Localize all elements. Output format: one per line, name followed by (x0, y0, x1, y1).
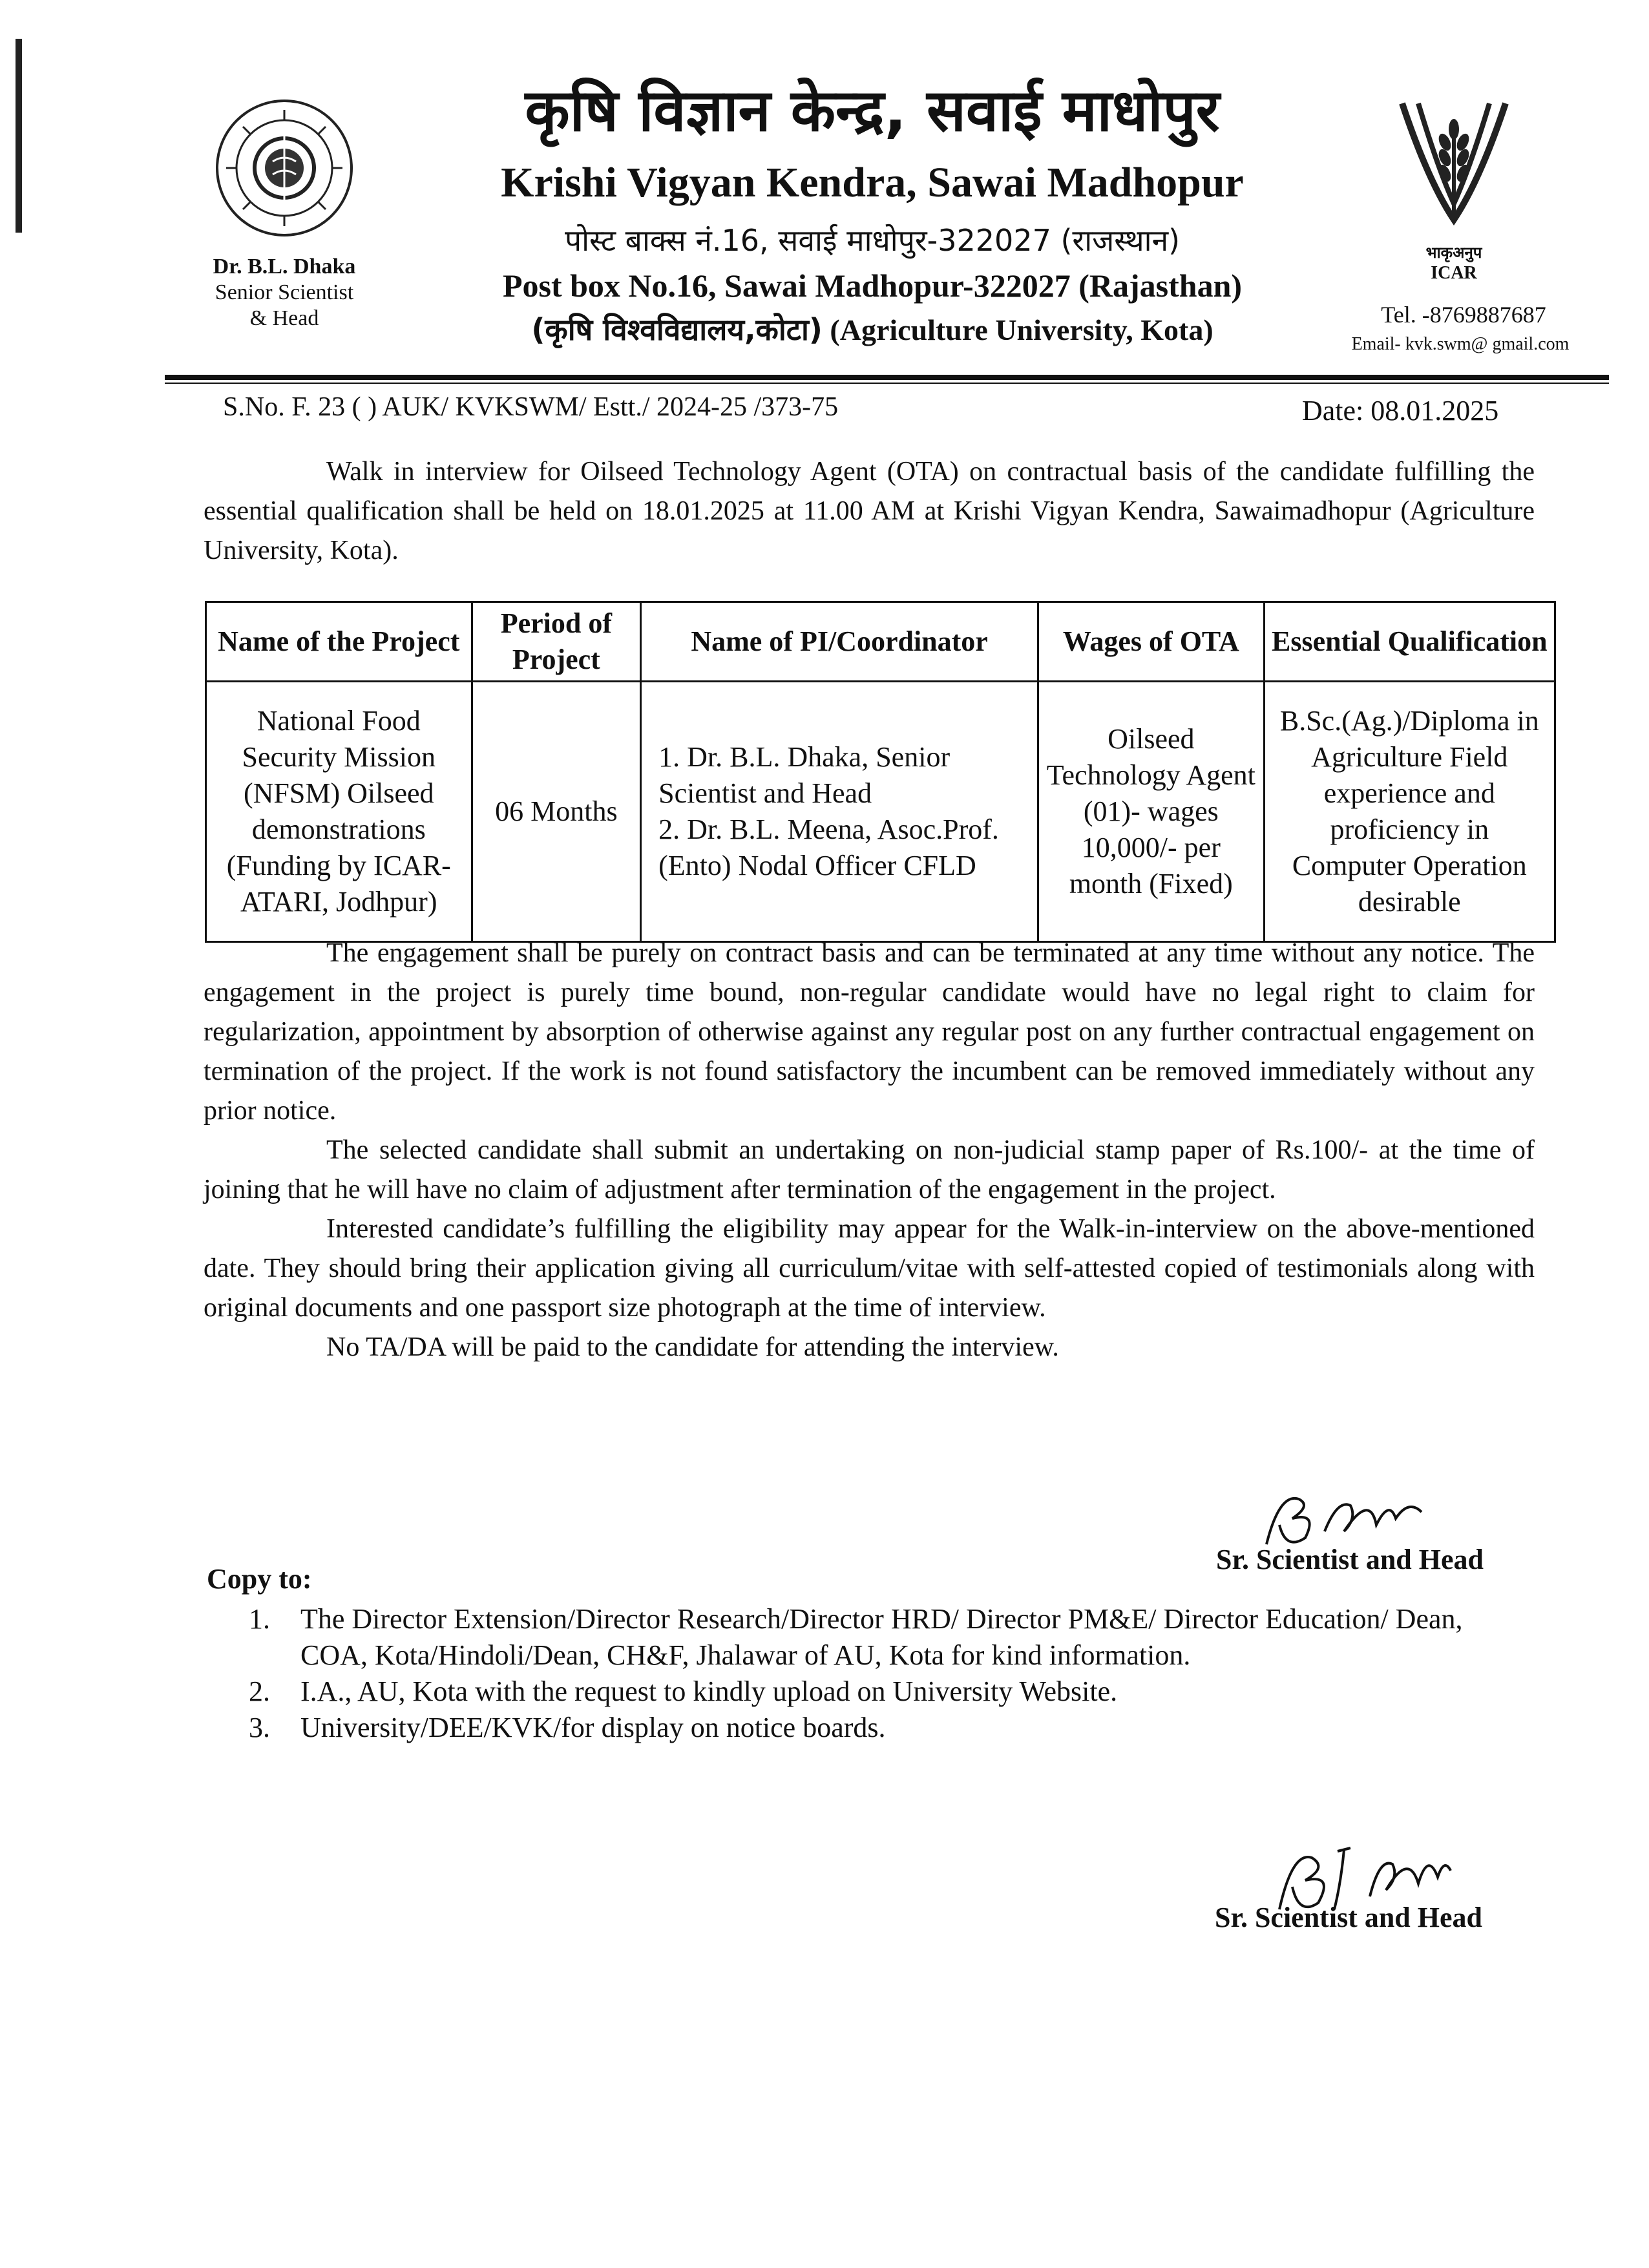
terms-paragraph: No TA/DA will be paid to the candidate for attending the interview. (326, 1332, 1059, 1362)
address-hindi: पोस्ट बाक्स नं.16, सवाई माधोपुर-322027 (राजस्थान) (564, 223, 1181, 258)
university-hindi: (कृषि विश्वविद्यालय,कोटा) (531, 312, 823, 347)
header-qualification: Essential Qualification (1264, 602, 1555, 682)
title-english: Krishi Vigyan Kendra, Sawai Madhopur (501, 159, 1244, 206)
header-divider-thin (165, 383, 1609, 384)
scan-margin-mark (16, 39, 22, 233)
list-item-text: University/DEE/KVK/for display on notice boards. (300, 1712, 886, 1743)
terms-section (204, 934, 1535, 1367)
icar-logo-icon (1383, 90, 1525, 246)
copy-to-heading: Copy to: (207, 1563, 312, 1595)
list-item-number: 3. (249, 1712, 270, 1743)
title-hindi: कृषि विज्ञान केन्द्र, सवाई माधोपुर (525, 77, 1220, 145)
list-item-number: 2. (249, 1675, 270, 1707)
vacancy-table (205, 601, 1556, 943)
university-emblem-icon (213, 97, 355, 239)
reference-number: S.No. F. 23 ( ) AUK/ KVKSWM/ Estt./ 2024-25 /373-75 (223, 392, 839, 422)
intro-paragraph (204, 452, 1535, 571)
icar-english: ICAR (1431, 263, 1477, 283)
pi-item: 1. Dr. B.L. Dhaka, Senior Scientist and Head (658, 741, 951, 809)
header-wages: Wages of OTA (1038, 602, 1265, 682)
head-name: Dr. B.L. Dhaka (213, 255, 356, 278)
university-english: (Agriculture University, Kota) (830, 313, 1213, 346)
cell-pi (641, 682, 1038, 942)
signatory-title: Sr. Scientist and Head (1216, 1544, 1484, 1575)
list-item-text: The Director Extension/Director Research/Director HRD/ Director PM&E/ Director Education/ Dean, COA, Kota/Hindoli/Dean, CH&F, Jhalawar of AU, Kota for kind information. (300, 1603, 1463, 1671)
list-item (249, 1601, 1476, 1674)
copy-to-list (249, 1601, 1476, 1746)
intro-text: Walk in interview for Oilseed Technology Agent (OTA) on contractual basis of the candidate fulfilling the essential qualification shall be held on 18.01.2025 at 11.00 AM at Krishi Vigyan Kendra, Sawaimadhopur (Agriculture University, Kota). (204, 457, 1535, 565)
icar-hindi: भाकृअनुप (1425, 244, 1482, 262)
university-line (388, 310, 1357, 350)
pi-item: 2. Dr. B.L. Meena, Asoc.Prof. (Ento) Nodal Officer CFLD (658, 814, 999, 881)
terms-paragraph: The engagement shall be purely on contract basis and can be terminated at any time without any notice. The engagement in the project is purely time bound, non-regular candidate would have no legal right to claim for regularization, appointment by absorption of otherwise against any regular post on any further contractual engagement on termination of the project. If the work is not found satisfactory the incumbent can be removed immediately without any prior notice. (204, 938, 1535, 1126)
list-item (249, 1710, 1476, 1746)
letter-date: Date: 08.01.2025 (1302, 395, 1499, 426)
header-period: Period of Project (472, 602, 641, 682)
header-divider (165, 375, 1609, 380)
signatory-title: Sr. Scientist and Head (1215, 1902, 1483, 1933)
terms-paragraph: Interested candidate’s fulfilling the eligibility may appear for the Walk-in-interview on the above-mentioned date. They should bring their application giving all curriculum/vitae with self-attested copied of testimonials along with original documents and one passport size photograph at the time of interview. (204, 1214, 1535, 1323)
header-project: Name of the Project (206, 602, 472, 682)
email: Email- kvk.swm@ gmail.com (1351, 334, 1570, 354)
cell-qualification: B.Sc.(Ag.)/Diploma in Agriculture Field experience and proficiency in Computer Operation desirable (1264, 682, 1555, 942)
header-pi: Name of PI/Coordinator (641, 602, 1038, 682)
icar-label (1383, 242, 1525, 284)
list-item (249, 1674, 1476, 1710)
cell-project: National Food Security Mission (NFSM) Oilseed demonstrations (Funding by ICAR-ATARI, Jodhpur) (206, 682, 472, 942)
list-item-text: I.A., AU, Kota with the request to kindly upload on University Website. (300, 1675, 1118, 1707)
head-designation-suffix: & Head (249, 306, 319, 330)
cell-period: 06 Months (472, 682, 641, 942)
head-block (187, 254, 381, 331)
cell-wages: Oilseed Technology Agent (01)- wages 10,000/- per month (Fixed) (1038, 682, 1265, 942)
telephone: Tel. -8769887687 (1381, 302, 1546, 328)
address-english: Post box No.16, Sawai Madhopur-322027 (Rajasthan) (502, 268, 1243, 304)
head-designation: Senior Scientist (215, 280, 354, 304)
list-item-number: 1. (249, 1603, 270, 1635)
terms-paragraph: The selected candidate shall submit an undertaking on non-judicial stamp paper of Rs.100/- at the time of joining that he will have no claim of adjustment after termination of the engagement in the project. (204, 1135, 1535, 1204)
table-row (206, 682, 1555, 942)
table-header-row (206, 602, 1555, 682)
